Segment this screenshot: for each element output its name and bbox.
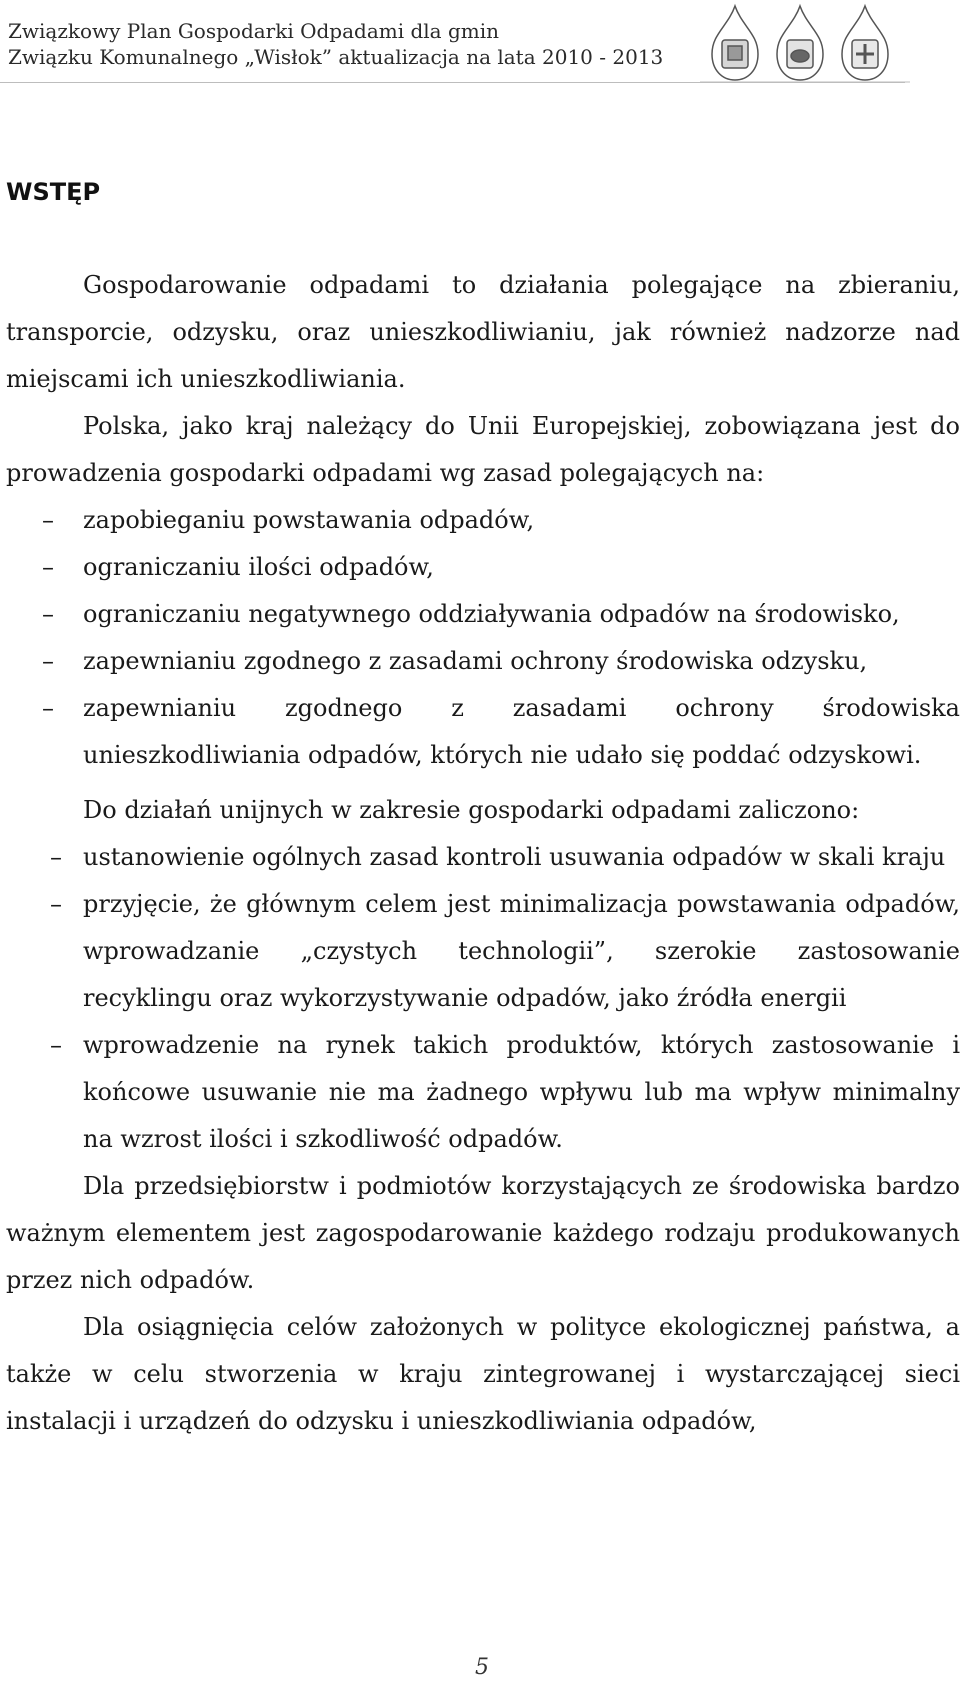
list-item: – przyjęcie, że głównym celem jest minimalizacja powstawania odpadów, wprowadzanie „czystych technologii”, szerokie zastosowanie recyklingu oraz wykorzystywanie odpadów, jako źródła energii xyxy=(6,881,960,1022)
dash-bullet: – xyxy=(50,843,62,871)
list-item: – zapewnianiu zgodnego z zasadami ochrony środowiska unieszkodliwiania odpadów, których nie udało się poddać odzyskowi. xyxy=(6,685,960,779)
list-item: – wprowadzenie na rynek takich produktów, których zastosowanie i końcowe usuwanie nie ma żadnego wpływu lub ma wpływ minimalny na wzrost ilości i szkodliwość odpadów. xyxy=(6,1022,960,1163)
header-line-2: Związku Komunalnego „Wisłok” aktualizacja na lata 2010 - 2013 xyxy=(8,45,664,69)
principles-list xyxy=(6,497,960,779)
dash-bullet: – xyxy=(50,1031,62,1059)
paragraph-4: Dla przedsiębiorstw i podmiotów korzystających ze środowiska bardzo ważnym elementem jest zagospodarowanie każdego rodzaju produkowanych przez nich odpadów. xyxy=(6,1172,960,1294)
dash-bullet: – xyxy=(42,600,54,628)
dash-bullet: – xyxy=(42,647,54,675)
paragraph-1: Gospodarowanie odpadami to działania polegające na zbieraniu, transporcie, odzysku, oraz unieszkodliwianiu, jak również nadzorze nad miejscami ich unieszkodliwiania. xyxy=(6,271,960,393)
logo-3-icon xyxy=(842,6,888,80)
dash-bullet: – xyxy=(50,890,62,918)
logo-2-icon xyxy=(777,6,823,80)
page-number: 5 xyxy=(475,1655,489,1680)
eu-actions-list xyxy=(6,834,960,1163)
paragraph-2: Polska, jako kraj należący do Unii Europejskiej, zobowiązana jest do prowadzenia gospodarki odpadami wg zasad polegających na: xyxy=(6,412,960,487)
header-title xyxy=(8,18,663,70)
page-header xyxy=(0,0,960,95)
paragraph-3: Do działań unijnych w zakresie gospodarki odpadami zaliczono: xyxy=(83,796,860,824)
list-item: – zapewnianiu zgodnego z zasadami ochrony środowiska odzysku, xyxy=(6,638,960,685)
list-item: – ustanowienie ogólnych zasad kontroli usuwania odpadów w skali kraju xyxy=(6,834,960,881)
list-item: – ograniczaniu negatywnego oddziaływania odpadów na środowisko, xyxy=(6,591,960,638)
dash-bullet: – xyxy=(42,506,54,534)
paragraph-5: Dla osiągnięcia celów założonych w polityce ekologicznej państwa, a także w celu stworzenia w kraju zintegrowanej i wystarczającej sieci instalacji i urządzeń do odzysku i unieszkodliwiania odpadów, xyxy=(6,1313,960,1435)
coat-of-arms-logos xyxy=(700,0,910,88)
logo-1-icon xyxy=(712,6,758,80)
dash-bullet: – xyxy=(42,553,54,581)
list-item: – ograniczaniu ilości odpadów, xyxy=(6,544,960,591)
document-body xyxy=(6,262,960,1445)
header-line-1: Związkowy Plan Gospodarki Odpadami dla gmin xyxy=(8,19,500,43)
section-heading: WSTĘP xyxy=(6,178,101,206)
list-item: – zapobieganiu powstawania odpadów, xyxy=(6,497,960,544)
header-divider xyxy=(0,82,905,83)
dash-bullet: – xyxy=(42,694,54,722)
